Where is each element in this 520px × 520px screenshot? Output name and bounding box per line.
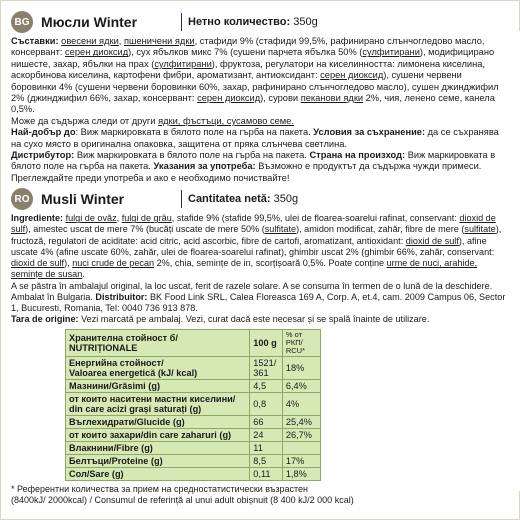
bg-segment: серен диоксид [197, 93, 261, 104]
nutrition-label: Белтъци/Proteine (g) [66, 455, 250, 468]
ro-product-title: Musli Winter [41, 191, 125, 208]
nutrition-rcu: 1,8% [282, 468, 320, 481]
ro-net-quantity: Cantitatea netă: 350g [188, 193, 299, 206]
bg-segment: Виж маркировката в бялото поле на гърба на пакета. [11, 150, 496, 172]
ro-segment: sulfitate [464, 224, 496, 235]
ro-segment: ), amidon modificat, zahăr, fibre de mere ( [296, 224, 465, 235]
ro-segment: BK Food Link SRL, Calea Floreasca 169 A, Corp. A, et.4, cam. 2009 Campus 06, Sector 1, Bucuresti, Romania, Tel: 0040 736 913 878. [11, 291, 506, 313]
bg-segment: ядки, фъстъци, сусамово семе. [158, 115, 294, 126]
bg-segment: ), сурови [260, 93, 301, 104]
bg-segment: сулфитирани [362, 47, 420, 58]
bg-segment: ), модифицирано нишесте, захар, ябълки на прах ( [11, 47, 495, 69]
ro-badge: RO [11, 188, 33, 210]
ro-segment: Distribuitor: [95, 291, 148, 302]
bg-segment: пшеничени ядки [123, 36, 195, 46]
nutrition-header-row [66, 330, 321, 357]
nutrition-row [66, 429, 321, 442]
nutrition-row [66, 357, 321, 380]
bg-segment: , стафиди 9% (стафиди 99,5%, рафинирано слънчогледово масло, консервант: [11, 36, 485, 58]
nutrition-value: 4,5 [250, 380, 283, 393]
ro-ingredients-text [11, 213, 509, 325]
ro-segment: . [82, 269, 85, 280]
nutrition-value: 1521/ 361 [250, 357, 283, 380]
bg-segment: Възможно е продуктът да съдържа чужди примеси. Преглеждайте преди употреба и ако е необходимо почиствайте! [11, 161, 482, 183]
bg-net-quantity: Нетно количество: 350g [188, 16, 318, 28]
ro-segment: dioxid de sulf [11, 258, 65, 269]
nutrition-label: Сол/Sare (g) [66, 468, 250, 481]
nutrition-label: Енергийна стойност/ Valoarea energetică (kJ/ kcal) [66, 357, 250, 380]
nutrition-value: 0,11 [250, 468, 283, 481]
nutrition-label: Въглехидрати/Glucide (g) [66, 416, 250, 429]
bg-header-divider [181, 13, 182, 31]
ro-segment: 2%, chia, semințe de in, scorțișoară 0,5%. Poate conține [154, 258, 387, 269]
nutrition-header-per100: 100 g [250, 330, 283, 357]
bg-segment: : Виж маркировката в бялото поле на гърба на пакета. [75, 127, 314, 138]
ro-segment: nuci crude de pecan [72, 258, 155, 269]
ro-segment: , [116, 213, 122, 224]
bg-segment: серен диоксид [320, 70, 384, 81]
nutrition-rcu: 25,4% [282, 416, 320, 429]
bg-badge: BG [11, 11, 33, 33]
nutrition-label: от които наситени мастни киселини/ din care acizi grași saturați (g) [66, 393, 250, 416]
nutrition-rcu: 18% [282, 357, 320, 380]
nutrition-header-label: Хранителна стойност б/ NUTRIȚIONALE [66, 330, 250, 357]
bg-segment: Указания за употреба: [153, 161, 256, 172]
bg-segment: ), сух ябълков микс 7% (сушени парчета ябълка 50% ( [128, 47, 363, 58]
bg-section [11, 11, 509, 184]
bg-segment: серен диоксид [65, 47, 129, 58]
ro-segment: , stafide 9% (stafide 99,5%, ulei de floarea-soarelui rafinat, conservant: [171, 213, 460, 224]
ro-header [11, 188, 509, 210]
footnote-line-2: (8400kJ/ 2000kcal) / Consumul de referință al unui adult obișnuit (8 400 kJ/2 000 kcal) [11, 495, 354, 506]
nutrition-row [66, 380, 321, 393]
nutrition-header-rcu: % от РКП/ RCU* [282, 330, 320, 357]
ro-segment: ), afine uscate 4% (afine uscate 60%, zahăr, ulei de floarea-soarelui rafinat), ghimbir uscat 2% (ghimbir 66%, zahăr, conservant: [11, 235, 495, 257]
bg-product-title: Мюсли Winter [41, 14, 138, 30]
bg-segment: сулфитирани [154, 58, 212, 69]
nutrition-value: 24 [250, 429, 283, 442]
ro-segment: ), amestec uscat de mere 7% (bucăți uscate de mere 50% ( [25, 224, 265, 235]
ro-segment: sulfitate [264, 224, 297, 235]
nutrition-rcu: 4% [282, 393, 320, 416]
ro-segment: fulgi de ovăz [65, 213, 117, 224]
ro-segment: Tara de origine: [11, 314, 79, 325]
nutrition-row [66, 468, 321, 481]
nutrition-rcu: 6,4% [282, 380, 320, 393]
nutrition-value: 0,8 [250, 393, 283, 416]
bg-segment: овесени ядки [61, 36, 119, 46]
bg-header [11, 11, 509, 33]
nutrition-label: от които захари/din care zaharuri (g) [66, 429, 250, 442]
bg-segment: , [118, 36, 124, 46]
nutrition-row [66, 416, 321, 429]
nutrition-label: Влакнини/Fibre (g) [66, 442, 250, 455]
nutrition-table [65, 329, 321, 481]
bg-segment: Най-добър до [11, 127, 76, 138]
right-edge-shape [507, 31, 520, 491]
nutrition-rcu [282, 442, 320, 455]
bg-segment: Условия за съхранение: [313, 127, 426, 138]
bg-segment: ), фруктоза, регулатори на киселинността: лимонена киселина, аскорбинова киселина, картофени фибри, ароматизант, антиоксидант: [11, 58, 486, 81]
nutrition-rcu: 17% [282, 455, 320, 468]
ro-segment: ), fructoză, regulatori de aciditate: acid citric, acid ascorbic, fibre de cartofi, aromatizant, antioxidant: [11, 224, 502, 246]
footnote [11, 484, 509, 506]
nutrition-value: 11 [250, 442, 283, 455]
bg-ingredients-text [11, 36, 509, 184]
bg-segment: Страна на произход: [309, 150, 406, 161]
ro-segment: fulgi de grâu [121, 213, 172, 224]
bg-segment: пеканови ядки [300, 93, 364, 104]
ro-segment: Ingrediente: [11, 213, 66, 224]
bg-segment: да се съхранява на сухо място в оригинална опаковка, защитена от пряка слънчева светлина. [11, 127, 499, 149]
ro-segment: dioxid de sulf [11, 213, 496, 235]
bg-segment: Дистрибутор: [11, 150, 75, 161]
bg-segment: Може да съдържа следи от други [11, 115, 159, 126]
ro-header-divider [181, 190, 182, 208]
ro-segment: Vezi marcatǎ pe ambalaj. Vezi, curat dacă este necesar și se spală înainte de utilizare. [78, 314, 430, 325]
ro-section [11, 188, 509, 325]
ro-segment: A se păstra în ambalajul original, la loc uscat, ferit de razele solare. A se consuma în termen de o lună de la deschidere. Ambalat în Bulgaria. [11, 280, 493, 302]
ro-segment: ), [64, 258, 73, 269]
bg-segment: 2%, чия, ленено семе, канела 0,5%. [11, 93, 495, 115]
nutrition-row [66, 393, 321, 416]
nutrition-value: 8,5 [250, 455, 283, 468]
nutrition-row [66, 442, 321, 455]
bg-segment: Виж маркировката в бялото поле на гърба на пакета. [74, 150, 310, 161]
footnote-line-1: * Референтни количества за прием на средностатистически възрастен [11, 484, 309, 495]
nutrition-rcu: 26,7% [282, 429, 320, 442]
bg-segment: Съставки: [11, 36, 62, 46]
nutrition-row [66, 455, 321, 468]
nutrition-label: Мазнини/Grăsimi (g) [66, 380, 250, 393]
bg-segment: ), сушени червени боровинки 4% (сушени червени боровинки 60%, захар, рафинирано слънчогледово масло), сушен джинджифил 2% (джинджифил 66%, захар, консервант: [11, 70, 499, 104]
nutrition-value: 66 [250, 416, 283, 429]
ro-segment: urme de nuci, arahide, semințe de susan [11, 258, 478, 280]
ro-segment: dioxid de sulf [405, 235, 459, 246]
